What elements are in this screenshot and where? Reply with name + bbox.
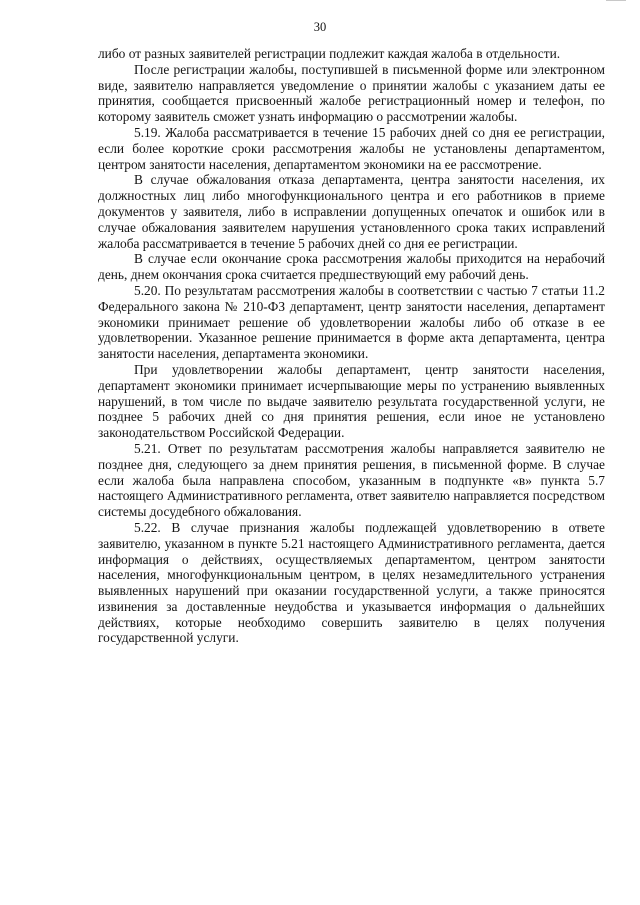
paragraph-nonworking-day: В случае если окончание срока рассмотрения жалобы приходится на нерабочий день, днем окончания срока считается предшествующий ему рабочий день. [98, 251, 605, 283]
paragraph-5-19: 5.19. Жалоба рассматривается в течение 15 рабочих дней со дня ее регистрации, если более короткие сроки рассмотрения жалобы не установлены департаментом, центром занятости населения, департаментом экономики на ее рассмотрение. [98, 124, 605, 172]
paragraph-5-20: 5.20. По результатам рассмотрения жалобы в соответствии с частью 7 статьи 11.2 Федерального закона № 210-ФЗ департамент, центр занятости населения, департамент экономики принимает решение об удовлетворении жалобы либо об отказе в ее удовлетворении. Указанное решение принимается в форме акта департамента, центра занятости населения, департамента экономики. [98, 282, 605, 362]
paragraph-5-21: 5.21. Ответ по результатам рассмотрения жалобы направляется заявителю не позднее дня, следующего за днем принятия решения, в письменной форме. В случае если жалоба была направлена способом, указанным в подпункте «в» пункта 5.7 настоящего Административного регламента, ответ заявителю направляется посредством системы досудебного обжалования. [98, 440, 605, 520]
paragraph-registration-notice: После регистрации жалобы, поступившей в письменной форме или электронном виде, заявителю направляется уведомление о принятии жалобы с указанием даты ее принятия, сообщается присвоенный жалобе регистрационный номер и телефон, по которому заявитель сможет узнать информацию о рассмотрении жалобы. [98, 61, 605, 125]
paragraph-continuation: либо от разных заявителей регистрации подлежит каждая жалоба в отдельности. [98, 46, 561, 61]
paragraph-satisfaction-measures: При удовлетворении жалобы департамент, центр занятости населения, департамент экономики принимает исчерпывающие меры по устранению выявленных нарушений, в том числе по выдаче заявителю результата государственной услуги, не позднее 5 рабочих дней со дня принятия решения, если иное не установлено законодательством Российской Федерации. [98, 361, 605, 441]
paragraph-refusal-appeal: В случае обжалования отказа департамента, центра занятости населения, их должностных лиц либо многофункционального центра и его работников в приеме документов у заявителя, либо в исправлении допущенных опечаток и ошибок или в случае обжалования заявителем нарушения установленного срока таких исправлений жалоба рассматривается в течение 5 рабочих дней со дня ее регистрации. [98, 172, 605, 251]
scan-edge-mark [606, 0, 626, 1]
page-number: 30 [313, 20, 327, 34]
document-body [98, 46, 605, 646]
paragraph-5-22: 5.22. В случае признания жалобы подлежащей удовлетворению в ответе заявителю, указанном в пункте 5.21 настоящего Административного регламента, дается информация о действиях, осуществляемых департаментом, центром занятости населения, многофункциональным центром, в целях незамедлительного устранения выявленных нарушений при оказании государственной услуги, а также приносятся извинения за доставленные неудобства и указывается информация о дальнейших действиях, которые необходимо совершить заявителю в целях получения государственной услуги. [98, 519, 605, 646]
